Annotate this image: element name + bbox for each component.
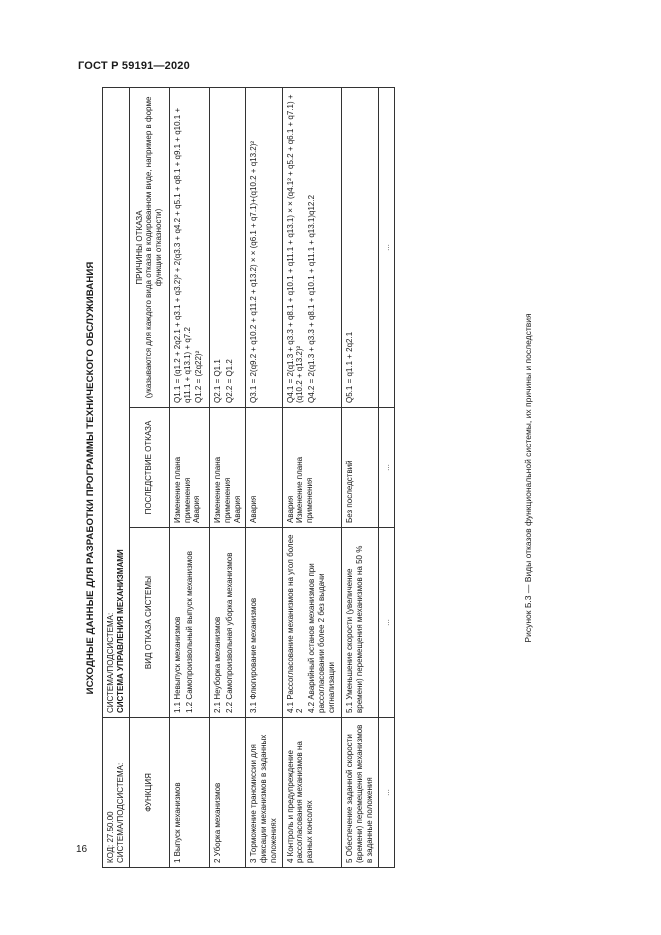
row-function: 4 Контроль и предупреждение рассогласования механизмов на разных консолях [282,718,342,868]
cause-formula: Q4.2 = 2(q1.3 + q3.3 + q8.1 + q10.1 + q11.1 + q13.1)q12.2 [307,194,316,403]
cause-formula: Q2.2 = Q1.2 [224,359,234,403]
consequence-item: Изменение плана применения [172,456,192,523]
ellipsis-cell: ... [378,718,395,868]
ellipsis-row [378,87,395,867]
row-function: 2 Уборка механизмов [210,718,246,868]
row-consequence [169,408,209,528]
row-causes [246,87,282,407]
table-row [342,87,378,867]
failure-item: 2.2 Самопроизвольная уборка механизмов [224,552,234,713]
system-code-cell [103,718,130,868]
row-failures [246,528,282,718]
col-causes-title: ПРИЧИНЫ ОТКАЗА [134,210,144,285]
system-label-2: СИСТЕМА/ПОДСИСТЕМА: [106,612,115,713]
failure-item: 5.1 Уменьшение скорости (увеличение времени) перемещения механизмов на 50 % [345,545,364,713]
ellipsis-cell: ... [378,87,395,407]
row-failures [282,528,342,718]
row-failures [169,528,209,718]
consequence-item: Изменение плана применения [213,456,232,523]
figure-caption: Рисунок Б.3 — Виды отказов функциональной системы, их причины и последствия [523,313,533,643]
cause-formula: Q5.1 = q1.1 + 2q2.1 [345,331,355,403]
row-function: 5 Обеспечение заданной скорости (времени) перемещения механизмов в заданные положения [342,718,378,868]
failure-item: 4.1 Рассогласование механизмов на угол более 2 [285,534,305,713]
section-title: ИСХОДНЫЕ ДАННЫЕ ДЛЯ РАЗРАБОТКИ ПРОГРАММЫ ТЕХНИЧЕСКОГО ОБСЛУЖИВАНИЯ [85,261,96,695]
cause-formula: Q2.1 = Q1.1 [213,359,222,403]
row-function: 1 Выпуск механизмов [169,718,209,868]
row-causes [210,87,246,407]
cause-formula: Q1.2 = (2q22)² [194,350,204,403]
failure-item: 3.1 Флюгирование механизмов [249,597,259,713]
failure-table [102,87,395,868]
consequence-item: Авария [232,495,242,523]
system-row [103,87,130,867]
header-row [129,87,169,867]
table-row [169,87,209,867]
row-function: 3 Торможение трансмиссии для фиксации механизмов в заданных положениях [246,718,282,868]
system-label-1: СИСТЕМА/ПОДСИСТЕМА: [115,762,125,863]
row-failures [210,528,246,718]
ellipsis-cell: ... [378,528,395,718]
failure-item: 4.2 Аварийный останов механизмов при рассогласовании более 2 без выдачи сигнализации [307,563,336,713]
consequence-item: Изменение плана применения [295,456,314,523]
row-consequence [342,408,378,528]
page-number: 16 [76,844,88,855]
table-row [210,87,246,867]
consequence-item: Авария [285,495,295,523]
system-name-cell [103,87,130,717]
cause-formula: Q1.1 = (q1.2 + 2q2.1 + q3.1 + q3.2)² + 2(q3.3 + q4.2 + q5.1 + q8.1 + q9.1 + q10.1 + q11.1 + q13.1) + q7.2 [172,107,192,403]
standard-header: ГОСТ Р 59191—2020 [78,60,190,72]
col-causes [129,87,169,407]
failure-item: 1.2 Самопроизвольный выпуск механизмов [184,551,194,713]
row-causes [342,87,378,407]
col-causes-note: (указываются для каждого вида отказа в кодированном виде, например в форме функции отказности) [144,96,163,399]
consequence-item: Без последствий [345,460,355,523]
row-causes [169,87,209,407]
row-failures [342,528,378,718]
ellipsis-cell: ... [378,408,395,528]
row-consequence [210,408,246,528]
row-consequence [246,408,282,528]
consequence-item: Авария [249,495,259,523]
rotated-form [85,88,555,868]
system-code: КОД: 27.50.00 [106,811,115,863]
col-failure: ВИД ОТКАЗА СИСТЕМЫ [129,528,169,718]
row-causes [282,87,342,407]
cause-formula: Q4.1 = 2(q1.3 + q3.3 + q8.1 + q10.1 + q11.1 + q13.1) × × (q4.1² + q5.2 + q6.1 + q7.1) + (q10.2 + q13.2)² [285,94,305,403]
row-consequence [282,408,342,528]
col-function: ФУНКЦИЯ [129,718,169,868]
consequence-item: Авария [192,495,202,523]
failure-item: 1.1 Невыпуск механизмов [172,616,182,713]
col-consequence: ПОСЛЕДСТВИЕ ОТКАЗА [129,408,169,528]
cause-formula: Q3.1 = 2(q9.2 + q10.2 + q11.2 + q13.2) × × (q6.1 + q7.1)+(q10.2 + q13.2)² [249,140,259,403]
failure-item: 2.1 Неуборка механизмов [213,616,222,713]
table-row [282,87,342,867]
table-row [246,87,282,867]
system-name: СИСТЕМА УПРАВЛЕНИЯ МЕХАНИЗМАМИ [115,549,125,713]
